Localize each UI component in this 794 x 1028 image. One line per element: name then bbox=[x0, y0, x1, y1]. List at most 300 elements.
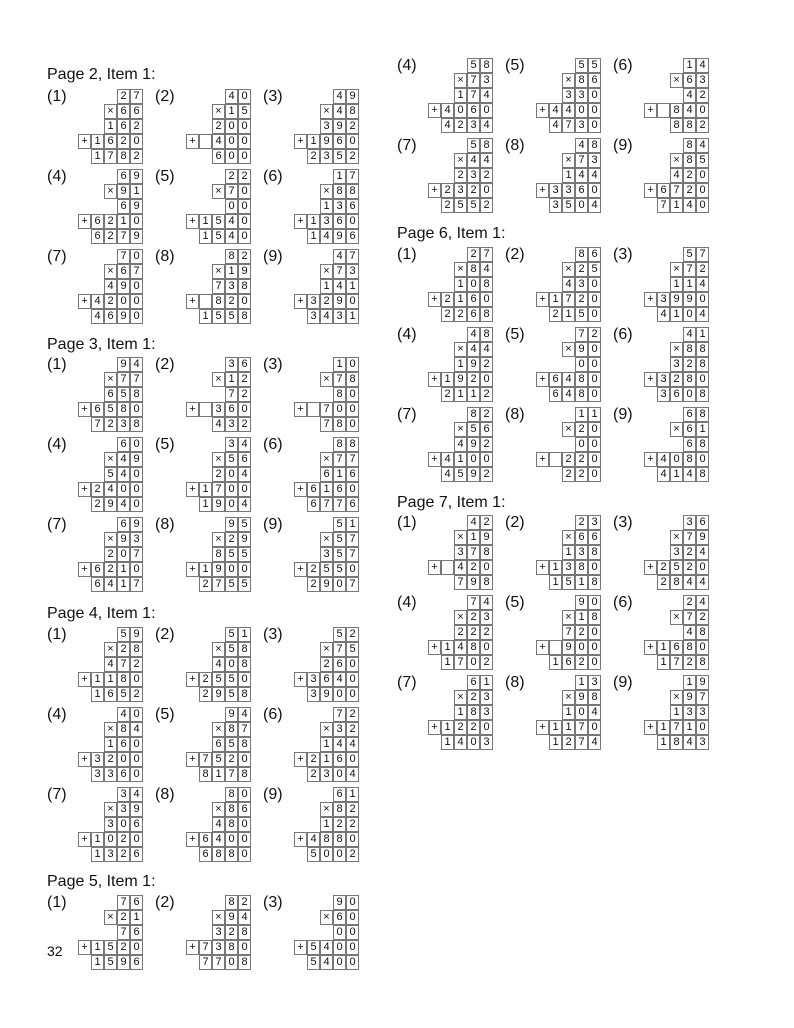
grid-cell: 0 bbox=[588, 292, 601, 307]
problem-label: (4) bbox=[47, 168, 67, 185]
grid-cell: 5 bbox=[346, 642, 359, 657]
grid-cell: + bbox=[428, 103, 441, 118]
grid-cell: 1 bbox=[562, 705, 575, 720]
grid-cell: + bbox=[536, 103, 549, 118]
grid-cell: 5 bbox=[238, 104, 251, 119]
grid-cell: 4 bbox=[104, 657, 117, 672]
grid-cell: 0 bbox=[130, 672, 143, 687]
grid-cell: 8 bbox=[117, 672, 130, 687]
grid-cell bbox=[657, 103, 670, 118]
grid-cell: 2 bbox=[441, 198, 454, 213]
grid-cell: 2 bbox=[346, 119, 359, 134]
grid-cell: 2 bbox=[480, 407, 493, 422]
grid-cell: 2 bbox=[225, 925, 238, 940]
grid-cell: 7 bbox=[333, 642, 346, 657]
grid-cell: 0 bbox=[346, 134, 359, 149]
grid-cell: 1 bbox=[238, 627, 251, 642]
grid-cell: 7 bbox=[670, 655, 683, 670]
grid-cell: 2 bbox=[104, 214, 117, 229]
grid-cell: 3 bbox=[320, 547, 333, 562]
grid-cell: 4 bbox=[467, 153, 480, 168]
grid-cell: 5 bbox=[104, 955, 117, 970]
grid-cell: 6 bbox=[238, 357, 251, 372]
grid-cell: 8 bbox=[683, 138, 696, 153]
grid-cell: 1 bbox=[562, 168, 575, 183]
grid-cell: 2 bbox=[104, 229, 117, 244]
grid-cell: 2 bbox=[212, 467, 225, 482]
problem-label: (2) bbox=[505, 246, 525, 263]
grid-cell: 2 bbox=[307, 149, 320, 164]
grid-cell: 8 bbox=[683, 153, 696, 168]
grid-cell: 2 bbox=[225, 752, 238, 767]
grid-cell: 6 bbox=[117, 767, 130, 782]
grid-cell: 1 bbox=[670, 307, 683, 322]
grid-cell: 0 bbox=[480, 292, 493, 307]
grid-cell: × bbox=[670, 262, 683, 277]
grid-cell: 3 bbox=[225, 279, 238, 294]
grid-cell: 5 bbox=[212, 214, 225, 229]
grid-cell: 0 bbox=[575, 357, 588, 372]
grid-cell: 0 bbox=[238, 832, 251, 847]
grid-cell: 8 bbox=[238, 687, 251, 702]
grid-cell: 3 bbox=[320, 119, 333, 134]
grid-cell: 5 bbox=[575, 58, 588, 73]
grid-cell: 8 bbox=[575, 560, 588, 575]
problem-label: (5) bbox=[505, 594, 525, 611]
grid-cell: × bbox=[320, 264, 333, 279]
grid-cell: 0 bbox=[130, 134, 143, 149]
grid-cell: 0 bbox=[225, 657, 238, 672]
grid-cell: 8 bbox=[480, 58, 493, 73]
grid-cell: 4 bbox=[212, 817, 225, 832]
grid-cell: 1 bbox=[549, 575, 562, 590]
grid-cell: 4 bbox=[467, 327, 480, 342]
grid-cell: × bbox=[104, 910, 117, 925]
grid-cell: 7 bbox=[333, 497, 346, 512]
problem-label: (6) bbox=[613, 594, 633, 611]
grid-cell: 1 bbox=[199, 497, 212, 512]
grid-cell: 0 bbox=[467, 452, 480, 467]
grid-cell: 6 bbox=[91, 562, 104, 577]
grid-cell: + bbox=[644, 452, 657, 467]
grid-cell: × bbox=[104, 532, 117, 547]
grid-cell: 0 bbox=[346, 294, 359, 309]
grid-cell: 8 bbox=[333, 417, 346, 432]
grid-cell: + bbox=[644, 560, 657, 575]
grid-cell: 5 bbox=[467, 138, 480, 153]
grid-cell: 0 bbox=[225, 832, 238, 847]
grid-cell: 6 bbox=[333, 657, 346, 672]
grid-cell: 8 bbox=[467, 640, 480, 655]
grid-cell: 7 bbox=[117, 895, 130, 910]
grid-cell: 7 bbox=[670, 720, 683, 735]
grid-cell: 2 bbox=[562, 735, 575, 750]
problem-label: (7) bbox=[397, 674, 417, 691]
grid-cell: × bbox=[562, 690, 575, 705]
grid-cell: 2 bbox=[562, 452, 575, 467]
grid-cell: 6 bbox=[333, 482, 346, 497]
grid-cell: 0 bbox=[346, 925, 359, 940]
grid-cell: 1 bbox=[91, 832, 104, 847]
grid-cell: 2 bbox=[333, 817, 346, 832]
grid-cell: × bbox=[104, 802, 117, 817]
grid-cell: 1 bbox=[117, 214, 130, 229]
grid-cell: + bbox=[294, 134, 307, 149]
grid-cell: 1 bbox=[441, 655, 454, 670]
grid-cell: 0 bbox=[225, 149, 238, 164]
grid-cell: 3 bbox=[320, 767, 333, 782]
grid-cell: 2 bbox=[346, 627, 359, 642]
grid-cell: 0 bbox=[130, 767, 143, 782]
grid-cell: 2 bbox=[104, 752, 117, 767]
grid-cell: × bbox=[104, 452, 117, 467]
grid-cell: 4 bbox=[225, 229, 238, 244]
grid-cell: 0 bbox=[130, 940, 143, 955]
grid-cell: 2 bbox=[683, 560, 696, 575]
grid-cell: 5 bbox=[238, 517, 251, 532]
grid-cell: 6 bbox=[588, 247, 601, 262]
grid-cell: 8 bbox=[346, 372, 359, 387]
grid-cell: 2 bbox=[467, 372, 480, 387]
section-title: Page 7, Item 1: bbox=[397, 494, 506, 511]
grid-cell: 9 bbox=[696, 675, 709, 690]
grid-cell: 0 bbox=[480, 640, 493, 655]
grid-cell: 4 bbox=[130, 357, 143, 372]
problem-label: (8) bbox=[155, 516, 175, 533]
problem-label: (1) bbox=[47, 356, 67, 373]
grid-cell: 8 bbox=[225, 802, 238, 817]
grid-cell: 8 bbox=[480, 138, 493, 153]
grid-cell: 6 bbox=[307, 497, 320, 512]
grid-cell: 2 bbox=[104, 417, 117, 432]
grid-cell: 4 bbox=[441, 103, 454, 118]
grid-cell: 3 bbox=[130, 532, 143, 547]
grid-cell: 2 bbox=[575, 452, 588, 467]
grid-cell: 4 bbox=[480, 342, 493, 357]
grid-cell: 3 bbox=[104, 767, 117, 782]
grid-cell: 0 bbox=[117, 817, 130, 832]
grid-cell: 3 bbox=[307, 672, 320, 687]
problem-label: (9) bbox=[263, 516, 283, 533]
grid-cell: 6 bbox=[320, 467, 333, 482]
grid-cell: + bbox=[428, 720, 441, 735]
grid-cell: 7 bbox=[333, 372, 346, 387]
grid-cell: 6 bbox=[117, 169, 130, 184]
grid-cell: 3 bbox=[333, 309, 346, 324]
grid-cell: 6 bbox=[130, 955, 143, 970]
grid-cell: + bbox=[428, 372, 441, 387]
grid-cell: 0 bbox=[130, 437, 143, 452]
grid-cell: 2 bbox=[696, 88, 709, 103]
grid-cell bbox=[307, 402, 320, 417]
grid-cell: 2 bbox=[467, 183, 480, 198]
grid-cell: + bbox=[78, 940, 91, 955]
grid-cell: 6 bbox=[549, 387, 562, 402]
grid-cell: 2 bbox=[467, 247, 480, 262]
grid-cell: 8 bbox=[333, 832, 346, 847]
grid-cell: 0 bbox=[454, 103, 467, 118]
grid-cell: 1 bbox=[225, 372, 238, 387]
grid-cell: 7 bbox=[199, 955, 212, 970]
grid-cell: 3 bbox=[562, 560, 575, 575]
grid-cell: 1 bbox=[320, 279, 333, 294]
grid-cell: 9 bbox=[467, 357, 480, 372]
grid-cell: 5 bbox=[225, 452, 238, 467]
grid-cell: 0 bbox=[346, 417, 359, 432]
problem-label: (8) bbox=[155, 786, 175, 803]
grid-cell: 5 bbox=[467, 198, 480, 213]
grid-cell: 1 bbox=[670, 277, 683, 292]
grid-cell: 9 bbox=[130, 229, 143, 244]
grid-cell: 1 bbox=[549, 292, 562, 307]
grid-cell: 1 bbox=[657, 720, 670, 735]
grid-cell: 0 bbox=[130, 562, 143, 577]
grid-cell: 2 bbox=[441, 387, 454, 402]
problem-label: (7) bbox=[47, 516, 67, 533]
grid-cell: 8 bbox=[588, 690, 601, 705]
grid-cell: 0 bbox=[333, 955, 346, 970]
grid-cell: × bbox=[104, 264, 117, 279]
grid-cell: 0 bbox=[588, 103, 601, 118]
grid-cell: 0 bbox=[670, 452, 683, 467]
grid-cell: × bbox=[454, 262, 467, 277]
grid-cell: × bbox=[454, 153, 467, 168]
grid-cell: 0 bbox=[238, 119, 251, 134]
grid-cell: 5 bbox=[307, 955, 320, 970]
grid-cell: 3 bbox=[467, 118, 480, 133]
grid-cell: 0 bbox=[225, 562, 238, 577]
grid-cell: 2 bbox=[467, 560, 480, 575]
grid-cell: 9 bbox=[333, 294, 346, 309]
grid-cell: 0 bbox=[130, 752, 143, 767]
grid-cell: 9 bbox=[225, 707, 238, 722]
grid-cell: 8 bbox=[212, 294, 225, 309]
grid-cell: + bbox=[186, 482, 199, 497]
grid-cell: 0 bbox=[130, 707, 143, 722]
grid-cell: 7 bbox=[683, 610, 696, 625]
grid-cell: 0 bbox=[696, 560, 709, 575]
grid-cell: 2 bbox=[467, 690, 480, 705]
grid-cell: 8 bbox=[346, 184, 359, 199]
grid-cell: × bbox=[562, 73, 575, 88]
grid-cell: 1 bbox=[562, 720, 575, 735]
grid-cell: 0 bbox=[225, 482, 238, 497]
grid-cell: 2 bbox=[199, 577, 212, 592]
grid-cell: 6 bbox=[91, 577, 104, 592]
grid-cell: 5 bbox=[225, 547, 238, 562]
grid-cell: 0 bbox=[346, 895, 359, 910]
grid-cell: 2 bbox=[575, 625, 588, 640]
grid-cell: × bbox=[454, 530, 467, 545]
grid-cell: 7 bbox=[212, 482, 225, 497]
grid-cell: 3 bbox=[575, 118, 588, 133]
grid-cell: 6 bbox=[588, 73, 601, 88]
grid-cell: 5 bbox=[696, 153, 709, 168]
grid-cell: 2 bbox=[117, 134, 130, 149]
grid-cell: 0 bbox=[346, 940, 359, 955]
grid-cell: 8 bbox=[696, 625, 709, 640]
grid-cell: 7 bbox=[320, 497, 333, 512]
grid-cell: 4 bbox=[575, 168, 588, 183]
grid-cell: 7 bbox=[238, 722, 251, 737]
grid-cell: 0 bbox=[130, 737, 143, 752]
grid-cell: 3 bbox=[346, 264, 359, 279]
grid-cell: 3 bbox=[549, 198, 562, 213]
grid-cell: 0 bbox=[575, 103, 588, 118]
grid-cell: × bbox=[670, 153, 683, 168]
grid-cell: 4 bbox=[117, 467, 130, 482]
grid-cell: × bbox=[670, 690, 683, 705]
grid-cell: 8 bbox=[212, 547, 225, 562]
grid-cell: 2 bbox=[549, 307, 562, 322]
grid-cell: 7 bbox=[575, 327, 588, 342]
problem-label: (9) bbox=[613, 137, 633, 154]
grid-cell: 3 bbox=[91, 767, 104, 782]
grid-cell: 6 bbox=[130, 847, 143, 862]
grid-cell: 9 bbox=[117, 532, 130, 547]
problem-label: (1) bbox=[47, 626, 67, 643]
grid-cell: 4 bbox=[238, 467, 251, 482]
grid-cell: 4 bbox=[683, 575, 696, 590]
grid-cell: × bbox=[212, 910, 225, 925]
grid-cell: 5 bbox=[225, 672, 238, 687]
grid-cell: 4 bbox=[657, 307, 670, 322]
grid-cell: + bbox=[294, 940, 307, 955]
grid-cell: 8 bbox=[696, 342, 709, 357]
grid-cell: × bbox=[212, 722, 225, 737]
grid-cell: 6 bbox=[238, 452, 251, 467]
grid-cell: 2 bbox=[212, 119, 225, 134]
grid-cell: × bbox=[670, 73, 683, 88]
grid-cell: 8 bbox=[333, 387, 346, 402]
grid-cell: 2 bbox=[441, 307, 454, 322]
grid-cell: 4 bbox=[104, 279, 117, 294]
grid-cell: 2 bbox=[683, 545, 696, 560]
grid-cell: 9 bbox=[562, 640, 575, 655]
grid-cell: 0 bbox=[588, 595, 601, 610]
grid-cell: 1 bbox=[454, 277, 467, 292]
grid-cell: 8 bbox=[588, 545, 601, 560]
grid-cell: 0 bbox=[333, 925, 346, 940]
grid-cell: 5 bbox=[307, 847, 320, 862]
grid-cell: 2 bbox=[238, 249, 251, 264]
grid-cell: 0 bbox=[225, 497, 238, 512]
grid-cell: 2 bbox=[575, 655, 588, 670]
grid-cell: 5 bbox=[333, 532, 346, 547]
grid-cell: 5 bbox=[117, 387, 130, 402]
grid-cell: 0 bbox=[588, 640, 601, 655]
grid-cell: 9 bbox=[130, 627, 143, 642]
grid-cell: 3 bbox=[575, 277, 588, 292]
grid-cell: 0 bbox=[480, 183, 493, 198]
grid-cell bbox=[199, 294, 212, 309]
grid-cell: 1 bbox=[575, 610, 588, 625]
grid-cell: × bbox=[212, 452, 225, 467]
grid-cell: 4 bbox=[480, 118, 493, 133]
grid-cell: 3 bbox=[212, 925, 225, 940]
grid-cell: 2 bbox=[130, 657, 143, 672]
grid-cell: 3 bbox=[670, 357, 683, 372]
grid-cell: 7 bbox=[683, 530, 696, 545]
grid-cell: 9 bbox=[130, 452, 143, 467]
grid-cell: 8 bbox=[696, 357, 709, 372]
page-number: 32 bbox=[47, 943, 63, 959]
grid-cell: × bbox=[320, 722, 333, 737]
grid-cell: 7 bbox=[91, 417, 104, 432]
grid-cell: 5 bbox=[117, 687, 130, 702]
grid-cell bbox=[199, 402, 212, 417]
problem-label: (3) bbox=[263, 88, 283, 105]
grid-cell: 5 bbox=[320, 562, 333, 577]
grid-cell: 0 bbox=[346, 910, 359, 925]
grid-cell: 6 bbox=[117, 264, 130, 279]
grid-cell: 1 bbox=[549, 735, 562, 750]
problem-label: (1) bbox=[397, 514, 417, 531]
grid-cell: 8 bbox=[696, 407, 709, 422]
grid-cell: 9 bbox=[225, 910, 238, 925]
grid-cell: 2 bbox=[696, 610, 709, 625]
grid-cell: 3 bbox=[480, 705, 493, 720]
grid-cell: 8 bbox=[575, 387, 588, 402]
grid-cell: 4 bbox=[225, 214, 238, 229]
grid-cell: + bbox=[78, 214, 91, 229]
grid-cell: 0 bbox=[588, 625, 601, 640]
grid-cell: 7 bbox=[575, 735, 588, 750]
grid-cell: 6 bbox=[199, 832, 212, 847]
grid-cell: 7 bbox=[346, 169, 359, 184]
grid-cell: 1 bbox=[549, 655, 562, 670]
grid-cell: 0 bbox=[238, 847, 251, 862]
grid-cell: 2 bbox=[346, 707, 359, 722]
grid-cell: 0 bbox=[696, 720, 709, 735]
grid-cell: 7 bbox=[117, 372, 130, 387]
grid-cell: 4 bbox=[549, 118, 562, 133]
grid-cell: 1 bbox=[307, 214, 320, 229]
grid-cell: 6 bbox=[467, 103, 480, 118]
grid-cell: × bbox=[454, 610, 467, 625]
grid-cell: 6 bbox=[212, 737, 225, 752]
problem-label: (4) bbox=[397, 57, 417, 74]
grid-cell: 1 bbox=[562, 545, 575, 560]
grid-cell: 3 bbox=[320, 149, 333, 164]
grid-cell: 6 bbox=[91, 214, 104, 229]
grid-cell: 8 bbox=[575, 247, 588, 262]
grid-cell: 4 bbox=[588, 705, 601, 720]
grid-cell: 0 bbox=[588, 655, 601, 670]
grid-cell: 4 bbox=[467, 342, 480, 357]
grid-cell: 1 bbox=[454, 292, 467, 307]
grid-cell: 0 bbox=[238, 149, 251, 164]
grid-cell: 6 bbox=[670, 387, 683, 402]
grid-cell: + bbox=[78, 134, 91, 149]
grid-cell: 2 bbox=[346, 149, 359, 164]
grid-cell: 4 bbox=[696, 138, 709, 153]
grid-cell: 2 bbox=[104, 294, 117, 309]
grid-cell: 1 bbox=[117, 577, 130, 592]
grid-cell: 2 bbox=[696, 118, 709, 133]
grid-cell: 2 bbox=[575, 467, 588, 482]
grid-cell: 0 bbox=[238, 199, 251, 214]
grid-cell: × bbox=[320, 104, 333, 119]
grid-cell: 2 bbox=[130, 687, 143, 702]
grid-cell: 3 bbox=[657, 387, 670, 402]
grid-cell: 1 bbox=[467, 387, 480, 402]
grid-cell: × bbox=[212, 184, 225, 199]
grid-cell: 6 bbox=[575, 530, 588, 545]
grid-cell: 9 bbox=[117, 955, 130, 970]
grid-cell: 1 bbox=[212, 767, 225, 782]
grid-cell: 4 bbox=[320, 940, 333, 955]
